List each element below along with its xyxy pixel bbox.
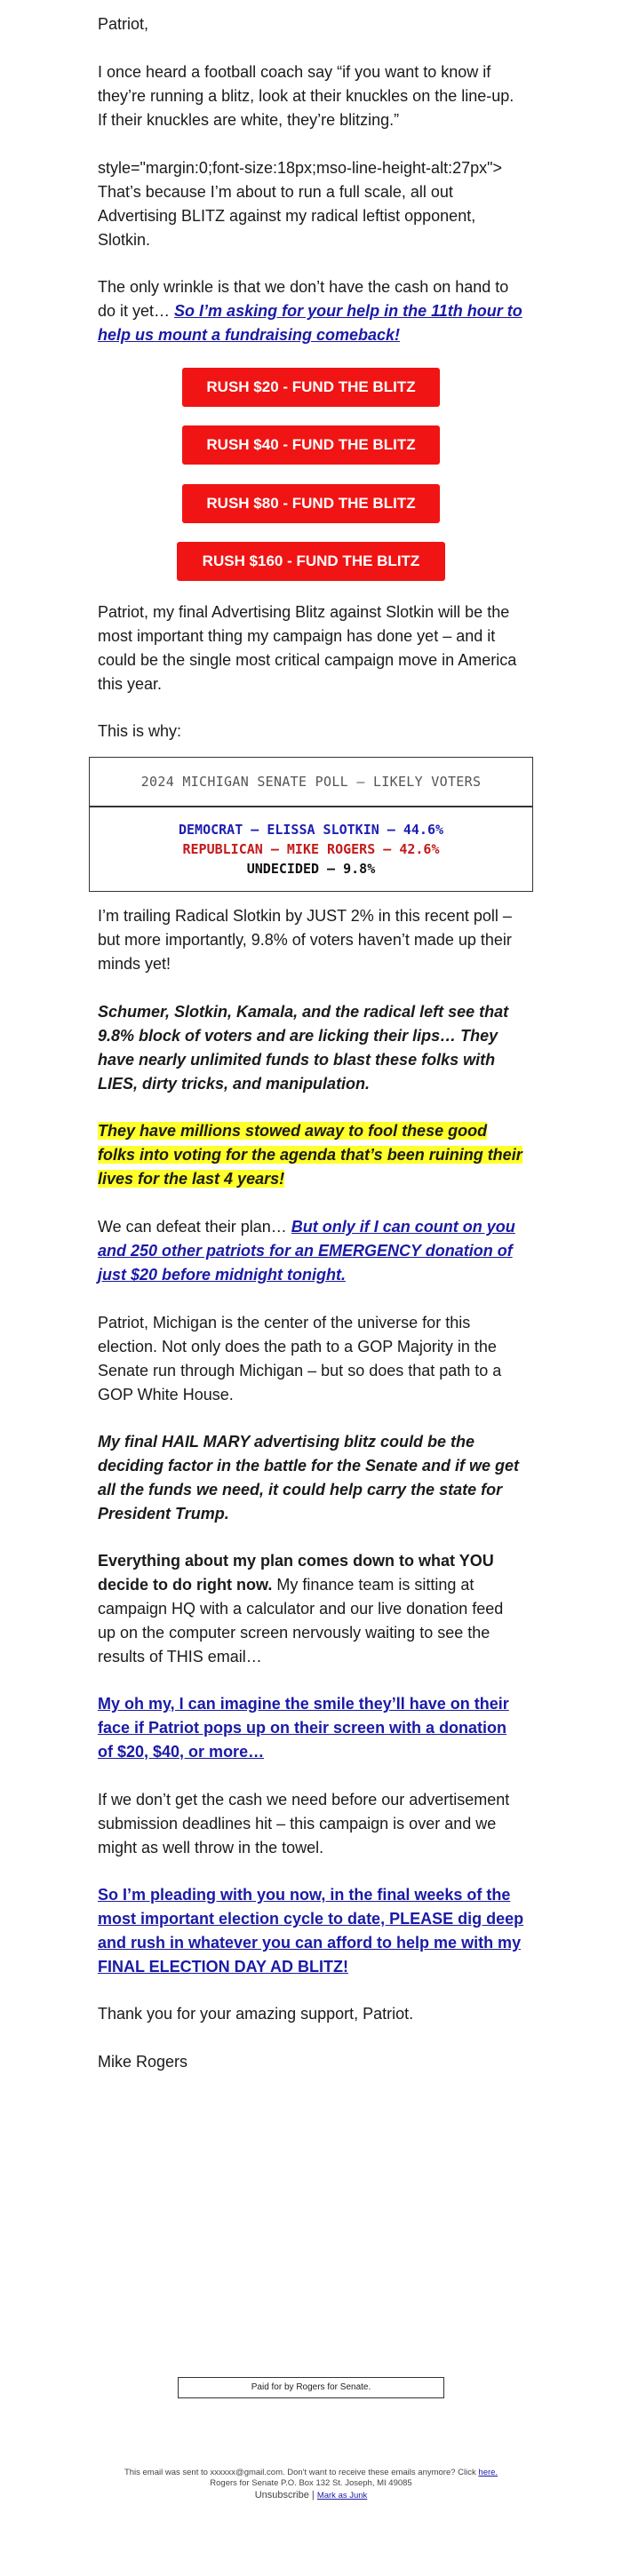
unsubscribe-here-link[interactable]: here.	[478, 2468, 498, 2477]
mark-as-junk-link[interactable]: Mark as Junk	[316, 2491, 368, 2500]
poll-democrat-row: DEMOCRAT – ELISSA SLOTKIN – 44.6%	[178, 822, 443, 838]
rush-40-button[interactable]: RUSH $40 - FUND THE BLITZ	[182, 425, 440, 465]
signature: Mike Rogers	[98, 2053, 188, 2071]
defeat-plan-paragraph: We can defeat their plan… But only if I can count on you and 250 other patriots for an EMERGENCY donation of just $20 before midnight tonight.	[98, 1218, 515, 1284]
footer-address: Rogers for Senate P.O. Box 132 St. Joseph, MI 49085	[210, 2478, 412, 2488]
importance-paragraph: Patriot, my final Advertising Blitz against Slotkin will be the most important thing my campaign has done yet – and it could be the single most critical campaign move in America this year.	[98, 603, 517, 693]
radical-left-paragraph: Schumer, Slotkin, Kamala, and the radical left see that 9.8% block of voters and are licking their lips… They have nearly unlimited funds to blast these folks with LIES, dirty tricks, and manipulation.	[98, 1003, 509, 1093]
wrinkle-paragraph: The only wrinkle is that we don’t have the cash on hand to do it yet… So I’m asking for your help in the 11th hour to help us mount a fundraising comeback!	[98, 278, 522, 344]
michigan-paragraph: Patriot, Michigan is the center of the universe for this election. Not only does the path to a GOP Majority in the Senate run through Michigan – but so does that path to a GOP White House.	[98, 1314, 502, 1403]
fundraising-comeback-link[interactable]: So I’m asking for your help in the 11th hour to help us mount a fundraising comeback!	[98, 302, 522, 344]
paid-for-disclaimer: Paid for by Rogers for Senate.	[178, 2377, 444, 2398]
unsubscribe-link[interactable]: Unsubscribe	[254, 2490, 309, 2500]
emergency-donation-link[interactable]: But only if I can count on you and 250 other patriots for an EMERGENCY donation of just $20 before midnight tonight.	[98, 1218, 515, 1284]
pleading-paragraph	[98, 1883, 524, 1979]
highlighted-text: They have millions stowed away to fool these good folks into voting for the agenda that’s been ruining their lives for the last 4 years!	[98, 1122, 522, 1188]
poll-title: 2024 MICHIGAN SENATE POLL – LIKELY VOTERS	[90, 758, 532, 807]
plan-paragraph: Everything about my plan comes down to what YOU decide to do right now. My finance team is sitting at campaign HQ with a calculator and our live donation feed up on the computer screen nervously waiting to see the results of THIS email…	[98, 1552, 504, 1666]
rush-160-button[interactable]: RUSH $160 - FUND THE BLITZ	[177, 542, 445, 581]
rush-80-button[interactable]: RUSH $80 - FUND THE BLITZ	[182, 484, 440, 523]
footer-actions: Unsubscribe | Mark as Junk	[254, 2490, 368, 2500]
smile-paragraph	[98, 1692, 524, 1764]
deadline-paragraph: If we don’t get the cash we need before our advertisement submission deadlines hit – this campaign is over and we might as well throw in the towel.	[98, 1791, 510, 1856]
footer-line-1: This email was sent to xxxxxx@gmail.com. Don't want to receive these emails anymore? Click here.	[124, 2468, 498, 2477]
greeting: Patriot,	[98, 15, 149, 33]
smile-donation-link[interactable]: My oh my, I can imagine the smile they’ll have on their face if Patriot pops up on their screen with a donation of $20, $40, or more…	[98, 1695, 509, 1761]
poll-results	[90, 807, 532, 891]
poll-table	[89, 757, 533, 892]
poll-republican-row: REPUBLICAN – MIKE ROGERS – 42.6%	[182, 841, 440, 857]
hail-mary-paragraph: My final HAIL MARY advertising blitz could be the deciding factor in the battle for the Senate and if we get all the funds we need, it could help carry the state for President Trump.	[98, 1433, 520, 1523]
rush-20-button[interactable]: RUSH $20 - FUND THE BLITZ	[182, 368, 440, 407]
intro-paragraph: I once heard a football coach say “if you want to know if they’re running a blitz, look at their knuckles on the line-up. If their knuckles are white, they’re blitzing.”	[98, 63, 514, 129]
trailing-paragraph: I’m trailing Radical Slotkin by JUST 2% in this recent poll – but more importantly, 9.8% of voters haven’t made up their minds yet!	[98, 907, 512, 973]
thank-you-paragraph: Thank you for your amazing support, Patriot.	[98, 2005, 414, 2023]
millions-paragraph	[98, 1119, 524, 1191]
final-ad-blitz-link[interactable]: So I’m pleading with you now, in the final weeks of the most important election cycle to date, PLEASE dig deep and rush in whatever you can afford to help me with my FINAL ELECTION DAY AD BLITZ!	[98, 1886, 524, 1976]
why-paragraph: This is why:	[98, 722, 182, 740]
blitz-paragraph: style="margin:0;font-size:18px;mso-line-height-alt:27px"> That’s because I’m about to run a full scale, all out Advertising BLITZ against my radical leftist opponent, Slotkin.	[98, 159, 503, 249]
poll-undecided-row: UNDECIDED – 9.8%	[246, 861, 376, 877]
